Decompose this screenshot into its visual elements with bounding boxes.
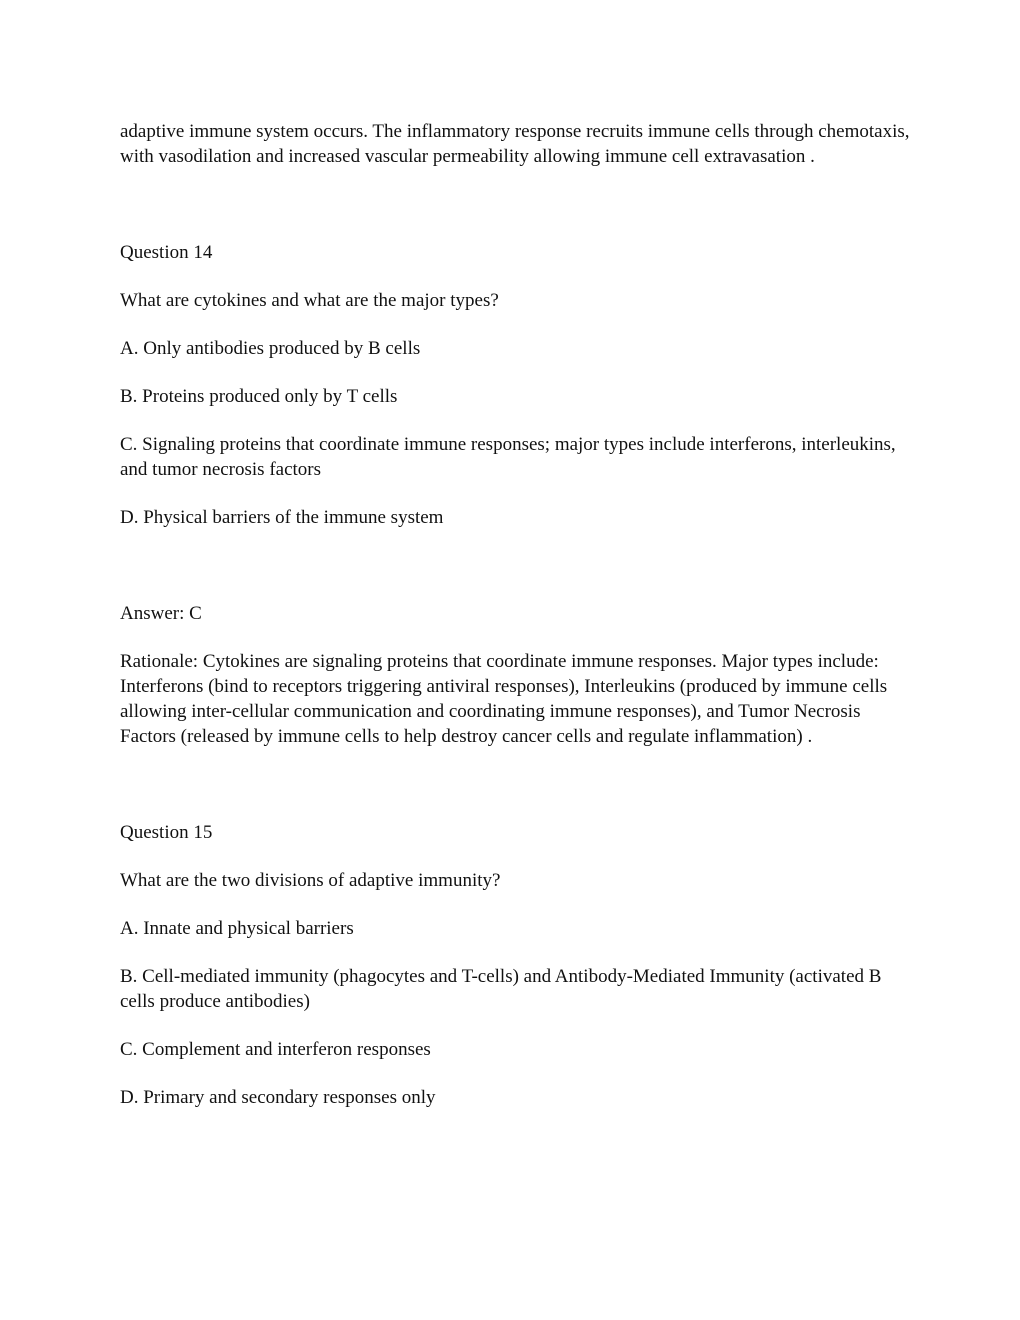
question-14-option-a: A. Only antibodies produced by B cells (120, 338, 421, 359)
question-15-option-c: C. Complement and interferon responses (120, 1039, 431, 1060)
question-15-prompt: What are the two divisions of adaptive immunity? (120, 870, 501, 891)
question-15-option-a: A. Innate and physical barriers (120, 918, 354, 939)
intro-paragraph: adaptive immune system occurs. The inflammatory response recruits immune cells through chemotaxis, with vasodilation and increased vascular permeability allowing immune cell extravasation . (120, 121, 910, 167)
question-14-prompt: What are cytokines and what are the major types? (120, 290, 499, 311)
question-14-heading: Question 14 (120, 242, 213, 263)
question-14-option-d: D. Physical barriers of the immune system (120, 507, 444, 528)
question-14-rationale: Rationale: Cytokines are signaling proteins that coordinate immune responses. Major types include: Interferons (bind to receptors triggering antiviral responses), Interleukins (produced by immune cells allowing inter-cellular communication and coordinating immune responses), and Tumor Necrosis Factors (released by immune cells to help destroy cancer cells and regulate inflammation) . (120, 651, 888, 747)
document-page (120, 119, 910, 1133)
question-14-option-b: B. Proteins produced only by T cells (120, 386, 398, 407)
question-15-heading: Question 15 (120, 822, 213, 843)
question-14-option-c: C. Signaling proteins that coordinate immune responses; major types include interferons, interleukins, and tumor necrosis factors (120, 434, 896, 480)
question-15-option-d: D. Primary and secondary responses only (120, 1087, 436, 1108)
question-14-answer: Answer: C (120, 603, 202, 624)
question-15-option-b: B. Cell-mediated immunity (phagocytes and T-cells) and Antibody-Mediated Immunity (activated B cells produce antibodies) (120, 966, 882, 1012)
